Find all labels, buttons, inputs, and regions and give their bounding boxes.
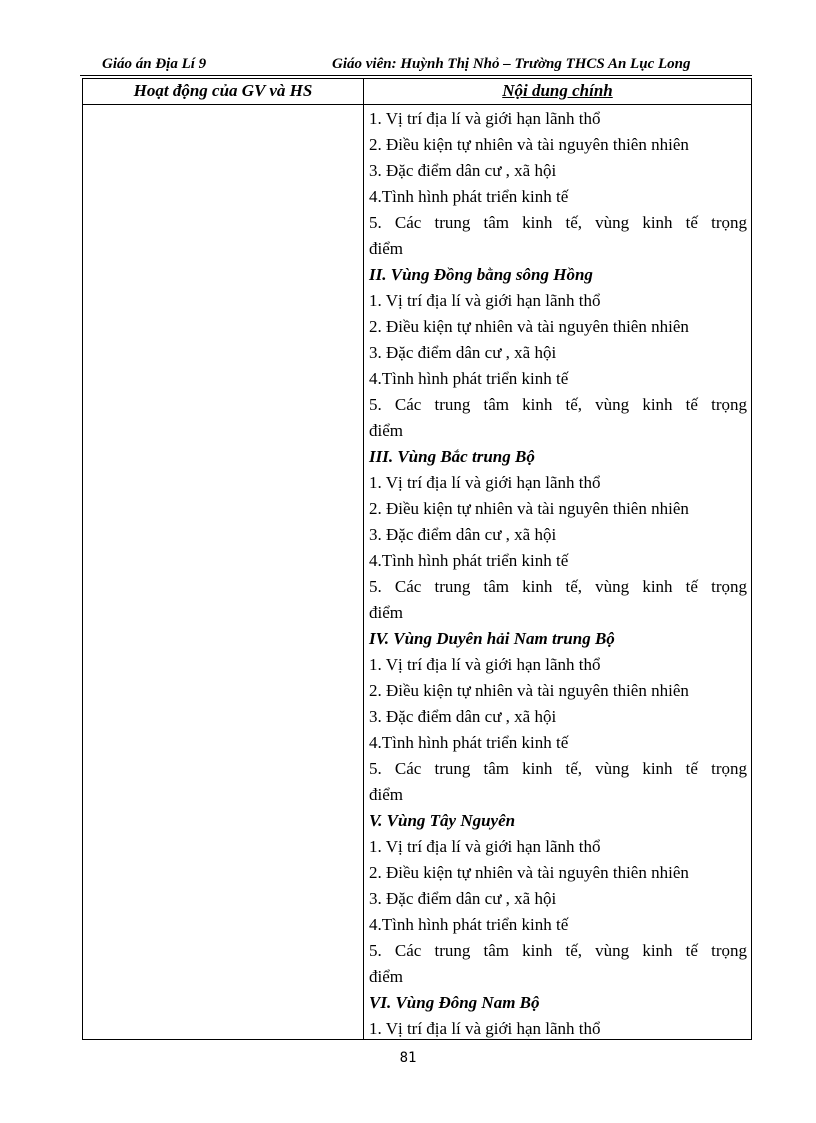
content-line: 4.Tình hình phát triển kinh tế — [369, 733, 569, 752]
content-line: điểm — [369, 785, 403, 804]
content-line: 2. Điều kiện tự nhiên và tài nguyên thiên nhiên — [369, 135, 689, 154]
header-subject: Giáo án Địa Lí 9 — [102, 56, 207, 72]
content-line: 3. Đặc điểm dân cư , xã hội — [369, 161, 557, 180]
section-heading: IV. Vùng Duyên hải Nam trung Bộ — [369, 629, 615, 648]
content-line: 1. Vị trí địa lí và giới hạn lãnh thổ — [369, 655, 601, 674]
content-line: 2. Điều kiện tự nhiên và tài nguyên thiên nhiên — [369, 681, 689, 700]
content-line: 2. Điều kiện tự nhiên và tài nguyên thiên nhiên — [369, 499, 689, 518]
content-line: 3. Đặc điểm dân cư , xã hội — [369, 525, 557, 544]
lesson-table — [82, 78, 752, 1040]
content-line: 4.Tình hình phát triển kinh tế — [369, 369, 569, 388]
content-line: 5. Các trung tâm kinh tế, vùng kinh tế trọng — [369, 213, 747, 232]
content-line: 5. Các trung tâm kinh tế, vùng kinh tế trọng — [369, 395, 747, 414]
header-rule — [80, 75, 752, 76]
content-line: điểm — [369, 239, 403, 258]
section-heading: II. Vùng Đồng bằng sông Hồng — [369, 265, 593, 284]
content-line: 1. Vị trí địa lí và giới hạn lãnh thổ — [369, 837, 601, 856]
content-line: 5. Các trung tâm kinh tế, vùng kinh tế trọng — [369, 577, 747, 596]
content-line: điểm — [369, 603, 403, 622]
column-header-activities: Hoạt động của GV và HS — [133, 81, 313, 100]
content-line: 5. Các trung tâm kinh tế, vùng kinh tế trọng — [369, 941, 747, 960]
content-line: 4.Tình hình phát triển kinh tế — [369, 915, 569, 934]
content-line: 1. Vị trí địa lí và giới hạn lãnh thổ — [369, 1019, 601, 1038]
header-teacher: Giáo viên: Huỳnh Thị Nhỏ – Trường THCS An Lục Long — [332, 56, 691, 72]
page-header — [80, 56, 750, 76]
column-header-content: Nội dung chính — [502, 81, 613, 100]
content-line: 2. Điều kiện tự nhiên và tài nguyên thiên nhiên — [369, 863, 689, 882]
content-line: 3. Đặc điểm dân cư , xã hội — [369, 889, 557, 908]
main-content-column — [369, 106, 747, 1042]
content-line: 2. Điều kiện tự nhiên và tài nguyên thiên nhiên — [369, 317, 689, 336]
content-line: 1. Vị trí địa lí và giới hạn lãnh thổ — [369, 109, 601, 128]
page-number: 81 — [399, 1050, 417, 1066]
content-line: 1. Vị trí địa lí và giới hạn lãnh thổ — [369, 291, 601, 310]
section-heading: VI. Vùng Đông Nam Bộ — [369, 993, 540, 1012]
content-line: 3. Đặc điểm dân cư , xã hội — [369, 707, 557, 726]
content-line: điểm — [369, 421, 403, 440]
content-line: 3. Đặc điểm dân cư , xã hội — [369, 343, 557, 362]
content-line: điểm — [369, 967, 403, 986]
section-heading: III. Vùng Bắc trung Bộ — [369, 447, 535, 466]
content-line: 4.Tình hình phát triển kinh tế — [369, 187, 569, 206]
content-line: 4.Tình hình phát triển kinh tế — [369, 551, 569, 570]
content-line: 5. Các trung tâm kinh tế, vùng kinh tế trọng — [369, 759, 747, 778]
section-heading: V. Vùng Tây Nguyên — [369, 811, 516, 830]
column-divider — [363, 79, 364, 1039]
content-line: 1. Vị trí địa lí và giới hạn lãnh thổ — [369, 473, 601, 492]
table-header-row — [83, 79, 751, 105]
